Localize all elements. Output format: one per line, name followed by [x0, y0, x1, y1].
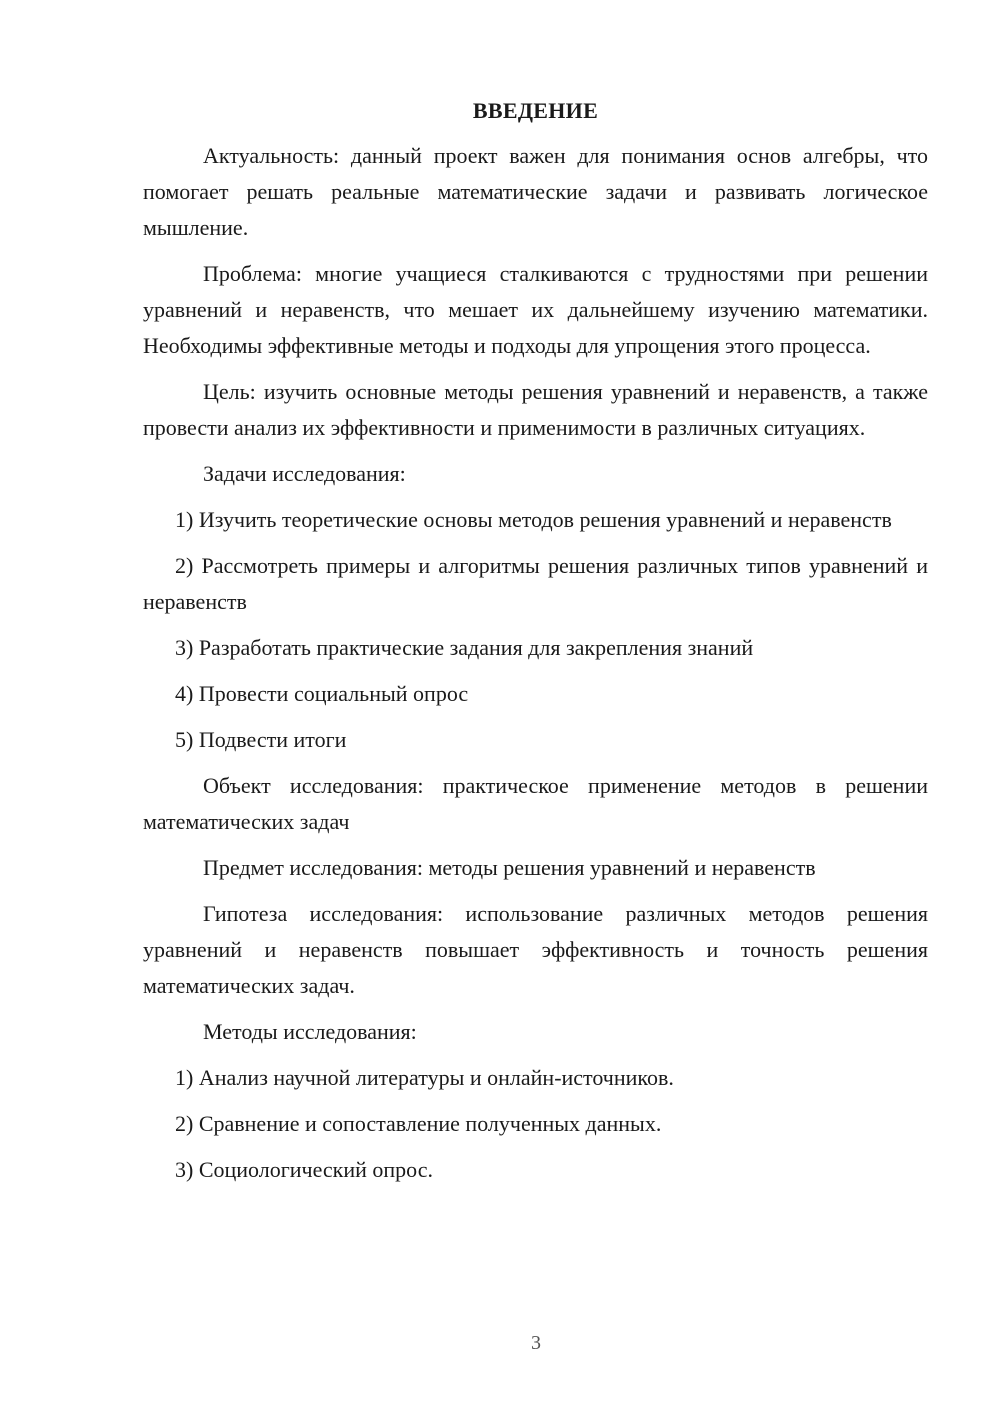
tasks-heading: Задачи исследования:: [203, 461, 406, 486]
page-content: [143, 96, 928, 1198]
problem-paragraph: Проблема: многие учащиеся сталкиваются с трудностями при решении уравнений и неравенств, что мешает их дальнейшему изучению математики. Необходимы эффективные методы и подходы для упрощения этого процесса.: [143, 261, 928, 358]
task-item: 3) Разработать практические задания для закрепления знаний: [175, 635, 754, 660]
methods-heading: Методы исследования:: [203, 1019, 417, 1044]
hypothesis-paragraph: Гипотеза исследования: использование различных методов решения уравнений и неравенств повышает эффективность и точность решения математических задач.: [143, 901, 928, 998]
goal-paragraph: Цель: изучить основные методы решения уравнений и неравенств, а также провести анализ их эффективности и применимости в различных ситуациях.: [143, 379, 928, 440]
relevance-paragraph: Актуальность: данный проект важен для понимания основ алгебры, что помогает решать реальные математические задачи и развивать логическое мышление.: [143, 143, 928, 240]
page-number: 3: [531, 1332, 541, 1354]
task-item: 4) Провести социальный опрос: [175, 681, 469, 706]
task-item: 1) Изучить теоретические основы методов решения уравнений и неравенств: [175, 507, 892, 532]
method-item: 1) Анализ научной литературы и онлайн-источников.: [175, 1065, 674, 1090]
page-title: ВВЕДЕНИЕ: [472, 98, 599, 123]
method-item: 3) Социологический опрос.: [175, 1157, 433, 1182]
object-paragraph: Объект исследования: практическое применение методов в решении математических задач: [143, 773, 928, 834]
method-item: 2) Сравнение и сопоставление полученных данных.: [175, 1111, 662, 1136]
subject-paragraph: Предмет исследования: методы решения уравнений и неравенств: [203, 855, 816, 880]
task-item: 5) Подвести итоги: [175, 727, 347, 752]
task-item: 2) Рассмотреть примеры и алгоритмы решения различных типов уравнений и неравенств: [143, 553, 928, 614]
